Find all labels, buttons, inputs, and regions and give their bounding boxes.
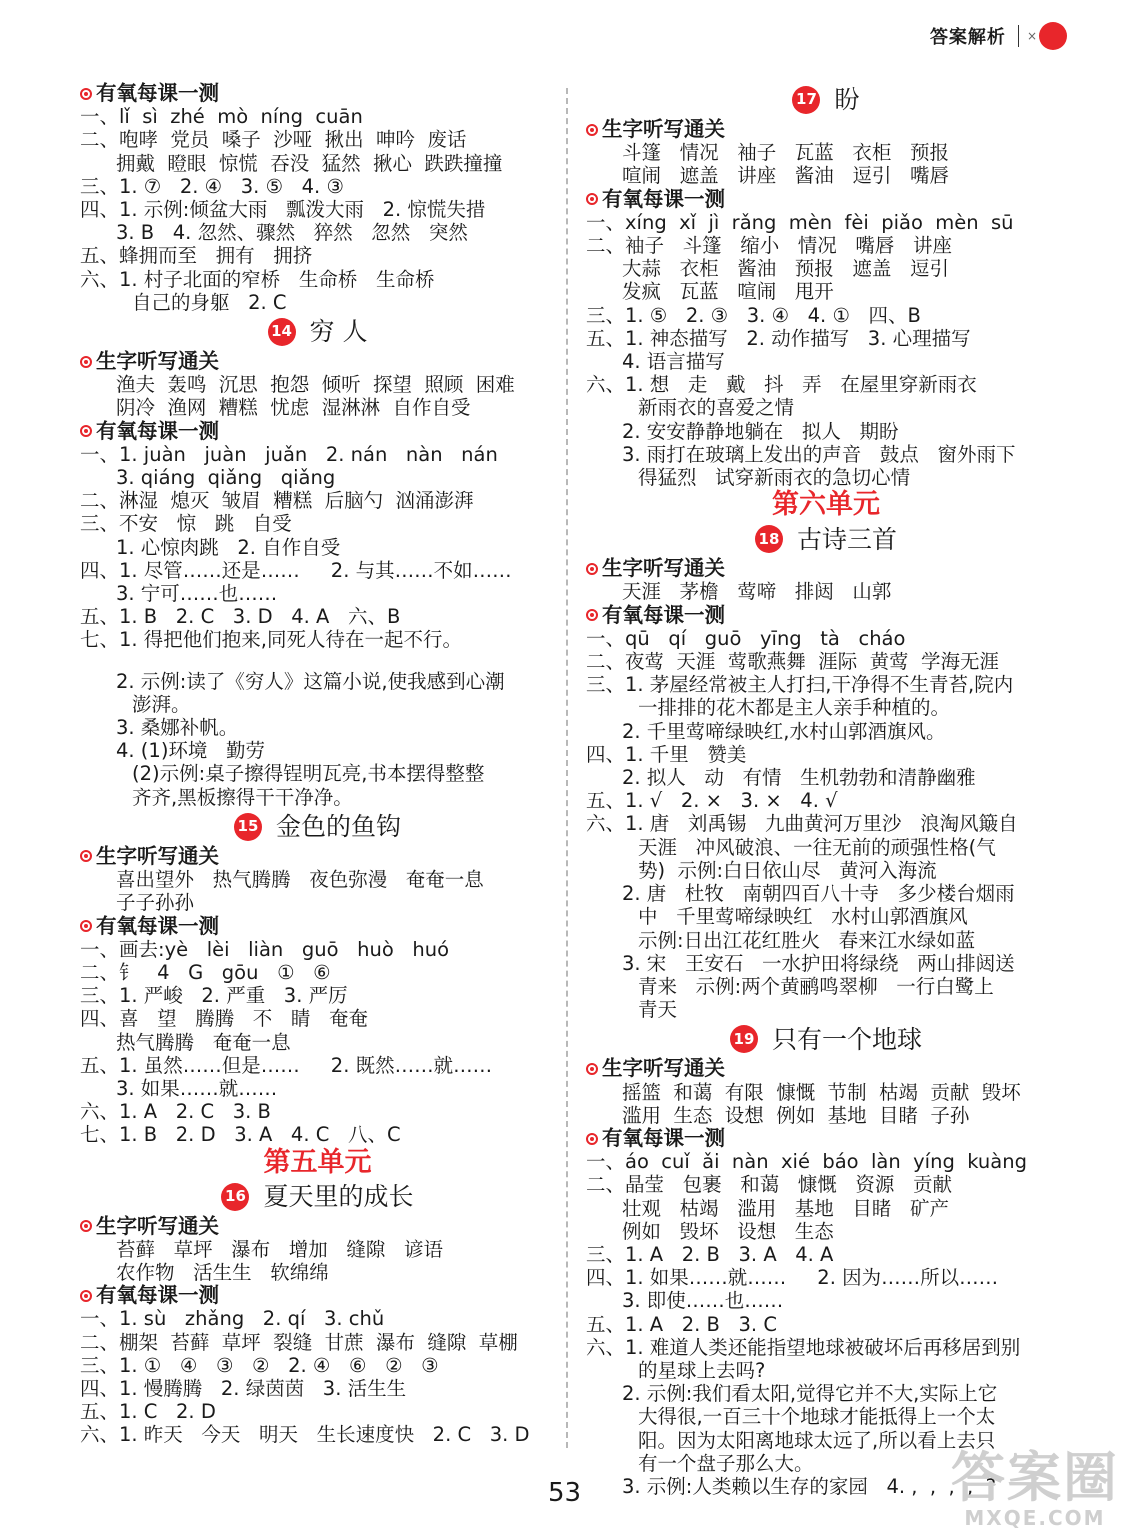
watermark-url: MXQE.COM [964,1506,1106,1530]
section-heading-text: 有氧每课一测 [602,602,725,627]
page-number: 53 [547,1478,582,1508]
answer-line: 四、1. 尽管……还是…… 2. 与其……不如…… [80,558,512,582]
section-heading-text: 生字听写通关 [602,117,725,141]
answer-line: 五、1. C 2. D [80,1400,216,1424]
answer-line: 二、晶莹 包裹 和蔼 慷慨 资源 贡献 [586,1173,952,1197]
target-icon [80,88,92,100]
answer-line: 4. 语言描写 [622,350,725,374]
lesson-title-text: 盼 [834,85,860,115]
answer-line: 六、1. 昨天 今天 明天 生长速度快 2. C 3. D [80,1423,530,1447]
answer-line: 六、1. 村子北面的窄桥 生命桥 生命桥 [80,267,435,291]
target-icon [80,850,92,862]
answer-line: 七、1. 得把他们抱来,同死人待在一起不行。 [80,628,463,652]
red-circle-icon [1039,22,1067,50]
answer-line: 五、1. 神态描写 2. 动作描写 3. 心理描写 [586,326,971,350]
answer-line: 喜出望外 热气腾腾 夜色弥漫 奄奄一息 [116,868,484,892]
answer-line: 二、淋湿 熄灭 皱眉 糟糕 后脑勺 汹涌澎湃 [80,489,474,513]
answer-line: 1. 心惊肉跳 2. 自作自受 [116,535,341,559]
answer-line: 势) 示例:白日依山尽 黄河入海流 [638,858,937,882]
section-heading [586,1127,1066,1150]
section-heading [80,1284,555,1307]
answer-line: 得猛烈 试穿新雨衣的急切心情 [638,466,911,490]
answer-line: 大得很,一百三十个地球才能抵得上一个太 [638,1405,996,1429]
answer-line: 渔夫 轰鸣 沉思 抱怨 倾听 探望 照顾 困难 [116,373,515,397]
section-heading [586,1057,1066,1080]
section-heading-text: 有氧每课一测 [96,418,219,443]
answer-line: 3. 宁可……也…… [116,582,278,606]
lesson-title [586,84,1066,116]
answer-line: 热气腾腾 奄奄一息 [116,1030,291,1054]
target-icon [586,193,598,205]
answer-line: 3. 示例:人类赖以生存的家园 4. , , , , ? [622,1474,997,1498]
answer-line: 一、1. juàn juàn juǎn 2. nán nàn nán [80,442,498,466]
answer-line: 二、袖子 斗篷 缩小 情况 嘴唇 讲座 [586,234,952,258]
answer-line: 二、钅 4 G gōu ① ⑥ [80,960,331,984]
answer-line: 的星球上去吗? [638,1358,766,1382]
section-heading-text: 生字听写通关 [602,1056,725,1081]
lesson-title-text: 金色的鱼钩 [275,812,401,842]
answer-line: 三、1. A 2. B 3. A 4. A [586,1242,834,1266]
answer-line: 大蒜 衣柜 酱油 预报 遮盖 逗引 [622,257,949,281]
section-heading-text: 有氧每课一测 [96,913,219,938]
section-heading [80,350,555,373]
answer-line: 五、1. 虽然……但是…… 2. 既然……就…… [80,1053,493,1077]
answer-line: 二、夜莺 天涯 莺歌燕舞 涯际 黄莺 学海无涯 [586,650,999,674]
answer-line: 3. 即使……也…… [622,1289,784,1313]
answer-line: 四、1. 如果……就…… 2. 因为……所以…… [586,1266,999,1290]
target-icon [586,609,598,621]
answer-line: 一排排的花木都是主人亲手种植的。 [638,696,951,720]
answer-line: 六、1. 唐 刘禹锡 九曲黄河万里沙 浪淘风簸自 [586,812,1018,836]
answer-line: 四、1. 慢腾腾 2. 绿茵茵 3. 活生生 [80,1376,407,1400]
lesson-title-text: 只有一个地球 [771,1024,922,1054]
answer-line: 一、qū qí guō yīng tà cháo [586,626,906,650]
answer-line: 阴冷 渔网 糟糕 忧虑 湿淋淋 自作自受 [116,396,471,420]
answer-line: 五、蜂拥而至 拥有 拥挤 [80,244,313,268]
answer-line: 青天 [638,998,678,1022]
unit-title: 第五单元 [263,1146,372,1178]
answer-line: 喧闹 遮盖 讲座 酱油 逗引 嘴唇 [622,164,949,188]
lesson-title [80,316,555,348]
lesson-number-badge: 19 [730,1025,758,1053]
target-icon [586,124,598,136]
answer-line: 五、1. B 2. C 3. D 4. A 六、B [80,605,401,629]
answer-line: 中 千里莺啼绿映红 水村山郭酒旗风 [638,905,968,929]
answer-line: 一、画去:yè lèi liàn guō huò huó [80,937,450,961]
answer-line: 三、1. 茅屋经常被主人打扫,干净得不生青苔,院内 [586,673,1014,697]
target-icon [80,920,92,932]
section-heading-text: 有氧每课一测 [96,81,219,105]
section-heading-text: 生字听写通关 [96,349,219,374]
header-mark: × [1026,29,1037,43]
lesson-title [586,523,1066,555]
answer-line: 二、棚架 苔藓 草坪 裂缝 甘蔗 瀑布 缝隙 草棚 [80,1330,518,1354]
answer-line: 四、1. 千里 赞美 [586,742,747,766]
lesson-title [80,1181,555,1213]
lesson-number-badge: 14 [268,318,296,346]
watermark-mark: 答案圈 [951,1446,1119,1509]
section-heading [586,118,1066,141]
answer-line: 三、1. ⑦ 2. ④ 3. ⑤ 4. ③ [80,174,344,198]
answer-line: 农作物 活生生 软绵绵 [116,1260,329,1284]
target-icon [80,356,92,368]
answer-line: 壮观 枯竭 滥用 基地 目睹 矿产 [622,1196,949,1220]
answer-line: 2. 示例:读了《穷人》这篇小说,使我感到心潮 [116,669,505,693]
page-header [930,18,1067,54]
target-icon [586,1133,598,1145]
answer-line: 3. B 4. 忽然、骤然 猝然 忽然 突然 [116,221,468,245]
section-heading [80,845,555,868]
lesson-title-text: 古诗三首 [796,524,897,554]
answer-line: 三、1. ⑤ 2. ③ 3. ④ 4. ① 四、B [586,303,921,327]
target-icon [586,1063,598,1075]
left-column [80,82,555,1447]
lesson-title-text: 夏天里的成长 [263,1181,414,1211]
section-heading-text: 有氧每课一测 [602,1125,725,1150]
answer-line: 2. 千里莺啼绿映红,水村山郭酒旗风。 [622,719,946,743]
lesson-number-badge: 17 [792,86,820,114]
spacer [80,652,555,670]
target-icon [586,563,598,575]
section-heading [586,557,1066,580]
answer-line: 拥戴 瞪眼 惊慌 吞没 猛然 揪心 跌跌撞撞 [116,151,503,175]
answer-line: 有一个盘子那么大。 [638,1451,814,1475]
answer-line: 2. 示例:我们看太阳,觉得它并不大,实际上它 [622,1382,998,1406]
answer-line: 自己的身躯 2. C [132,290,287,314]
section-heading [586,604,1066,627]
lesson-number-badge: 16 [221,1183,249,1211]
answer-line: 3. 雨打在玻璃上发出的声音 鼓点 窗外雨下 [622,442,1016,466]
answer-line: 三、1. 严峻 2. 严重 3. 严厉 [80,984,348,1008]
answer-line: 五、1. √ 2. × 3. × 4. √ [586,789,838,813]
answer-line: 例如 毁坏 设想 生态 [622,1219,834,1243]
answer-line: 二、咆哮 党员 嗓子 沙哑 揪出 呻吟 废话 [80,128,467,152]
section-heading-text: 生字听写通关 [602,556,725,581]
answer-line: 示例:日出江花红胜火 春来江水绿如蓝 [638,928,976,952]
answer-line: 新雨衣的喜爱之情 [638,396,795,420]
answer-line: 斗篷 情况 袖子 瓦蓝 衣柜 预报 [622,141,949,165]
answer-line: 齐齐,黑板擦得干干净净。 [132,785,353,809]
answer-line: 阳。因为太阳离地球太远了,所以看上去只 [638,1428,996,1452]
answer-line: 3. 桑娜补帆。 [116,716,239,740]
answer-line: 青来 示例:两个黄鹂鸣翠柳 一行白鹭上 [638,974,994,998]
answer-line: 七、1. B 2. D 3. A 4. C 八、C [80,1123,401,1147]
answer-line: 一、1. sù zhǎng 2. qí 3. chǔ [80,1307,385,1331]
answer-line: 苔藓 草坪 瀑布 增加 缝隙 谚语 [116,1237,443,1261]
answer-line: 四、1. 示例:倾盆大雨 瓢泼大雨 2. 惊慌失措 [80,198,486,222]
answer-line: 2. 拟人 动 有情 生机勃勃和清静幽雅 [622,766,976,790]
lesson-title-text: 穷 人 [309,317,368,347]
section-heading [80,1215,555,1238]
section-heading-text: 有氧每课一测 [602,186,725,211]
lesson-number-badge: 18 [755,525,783,553]
header-divider [1018,25,1019,47]
answer-line: 六、1. A 2. C 3. B [80,1100,271,1124]
answer-line: 六、1. 想 走 戴 抖 弄 在屋里穿新雨衣 [586,373,977,397]
right-column [586,82,1066,1498]
answer-line: 摇篮 和蔼 有限 慷慨 节制 枯竭 贡献 毁坏 [622,1080,1021,1104]
watermark [951,1446,1119,1530]
section-heading [80,82,555,105]
target-icon [80,1290,92,1302]
answer-line: 六、1. 难道人类还能指望地球被破坏后再移居到别 [586,1335,1021,1359]
answer-line: 三、1. ① ④ ③ ② 2. ④ ⑥ ② ③ [80,1353,439,1377]
header-label: 答案解析 [929,27,1006,48]
answer-line: 4. (1)环境 勤劳 [116,739,266,763]
lesson-title [586,1023,1066,1055]
answer-line: 五、1. A 2. B 3. C [586,1312,777,1336]
lesson-number-badge: 15 [234,813,262,841]
answer-line: 3. qiáng qiǎng qiǎng [116,466,336,490]
answer-line: 一、lǐ sì zhé mò níng cuān [80,105,363,129]
target-icon [80,425,92,437]
section-heading [586,188,1066,211]
answer-line: 澎湃。 [132,692,191,716]
answer-line: 2. 唐 杜牧 南朝四百八十寺 多少楼台烟雨 [622,882,1015,906]
section-heading [80,420,555,443]
answer-line: 三、不安 惊 跳 自受 [80,512,292,536]
section-heading-text: 生字听写通关 [96,843,219,868]
answer-line: 天涯 茅檐 莺啼 排闼 山郭 [622,580,892,604]
column-divider [566,88,568,1448]
answer-line: (2)示例:桌子擦得锃明瓦亮,书本摆得整整 [132,762,485,786]
section-heading-text: 有氧每课一测 [96,1283,219,1308]
answer-line: 滥用 生态 设想 例如 基地 目睹 子孙 [622,1103,970,1127]
answer-line: 2. 安安静静地躺在 拟人 期盼 [622,419,899,443]
answer-line: 发疯 瓦蓝 喧闹 甩开 [622,280,834,304]
section-heading-text: 生字听写通关 [96,1213,219,1238]
answer-line: 一、áo cuǐ ǎi nàn xié báo làn yíng kuàng [586,1150,1027,1174]
target-icon [80,1220,92,1232]
answer-line: 3. 宋 王安石 一水护田将绿绕 两山排闼送 [622,951,1015,975]
answer-line: 子子孙孙 [116,891,195,915]
lesson-title [80,811,555,843]
answer-line: 一、xíng xǐ jì rǎng mèn fèi piǎo mèn sū [586,210,1014,234]
answer-line: 四、喜 望 腾腾 不 睛 奄奄 [80,1007,368,1031]
answer-line: 3. 如果……就…… [116,1076,278,1100]
section-heading [80,915,555,938]
unit-title: 第六单元 [772,489,880,521]
answer-line: 天涯 冲风破浪、一往无前的顽强性格(气 [638,835,996,859]
